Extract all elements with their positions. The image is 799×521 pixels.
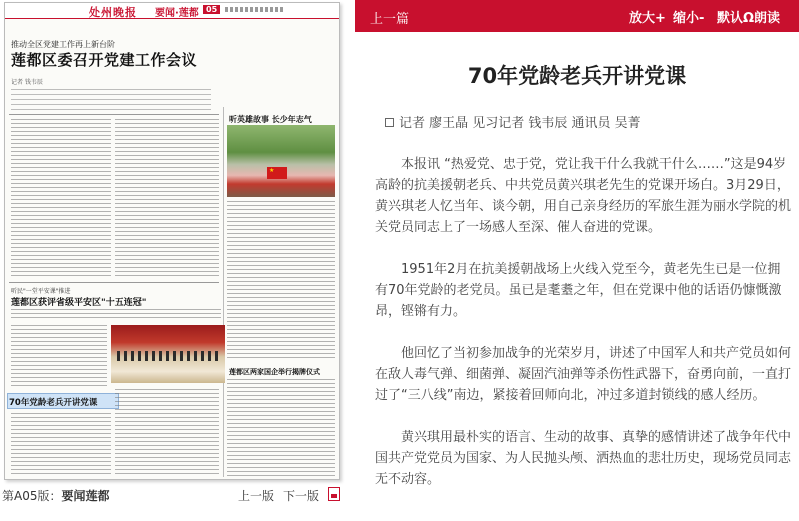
article-title: 70年党龄老兵开讲党课	[467, 64, 687, 88]
byline-text: 记者 廖王晶 见习记者 钱韦辰 通讯员 吴菁	[399, 116, 641, 131]
masthead-logo: 处州晚报	[89, 6, 137, 19]
prev-page-link[interactable]: 上一版	[238, 489, 275, 503]
article-paragraph: 他回忆了当初参加战争的光荣岁月，讲述了中国军人和共产党员如何在敌人毒气弹、细菌弹、凝固汽油弹等杀伤性武器下，奋勇向前，一直打过了“三八线”南边，紧接着回师向北，冲过多道封锁线的感人经历。	[375, 346, 792, 403]
article-byline	[385, 112, 641, 131]
meeting-people-image	[117, 351, 219, 361]
masthead	[5, 3, 339, 19]
page-label	[2, 487, 110, 504]
font-larger-button[interactable]: 放大+	[629, 11, 666, 26]
article-paragraph: 本报讯 “热爱党、忠于党，党让我干什么我就干什么……”这是94岁高龄的抗美援朝老兵、中共党员黄兴琪老先生的党课开场白。3月29日，黄兴琪老人忆当年、谈今朝，用自己亲身经历的军旅生涯为丽水学院的机关党员同志上了一场感人至深、催人奋进的党课。	[375, 157, 792, 235]
pdf-icon[interactable]	[328, 487, 340, 501]
lead-byline: 记者 钱韦辰	[11, 79, 43, 86]
students-photo	[227, 125, 335, 197]
selected-article-headline[interactable]: 70年党龄老兵开讲党课	[9, 398, 98, 408]
next-page-link[interactable]: 下一版	[283, 489, 320, 503]
checkbox-icon	[385, 118, 394, 127]
right-story-headline[interactable]: 听英雄故事 长少年志气	[229, 115, 312, 124]
flag-star-icon: ★	[269, 167, 275, 174]
right-story-text[interactable]	[227, 201, 335, 361]
second-article-text[interactable]	[11, 325, 107, 389]
lead-summary-text	[11, 89, 211, 111]
newspaper-panel	[0, 0, 355, 521]
masthead-page-number: 05	[203, 5, 220, 14]
divider	[9, 114, 219, 115]
lead-headline[interactable]: 莲都区委召开党建工作会议	[11, 51, 198, 69]
page-name: 要闻莲都	[61, 489, 110, 503]
second-kicker[interactable]: 听民"一堂平安课"推进	[11, 288, 71, 295]
highlight-article-col2[interactable]	[115, 389, 219, 477]
highlight-article-col1[interactable]	[11, 413, 111, 477]
lead-kicker[interactable]: 推动全区党建工作再上新台阶	[11, 40, 115, 49]
page-number-label: 第A05版：	[2, 489, 62, 503]
right-story-2-headline[interactable]: 莲都区两家国企举行揭牌仪式	[229, 368, 320, 376]
font-default-button[interactable]: 默认Ω	[717, 11, 755, 26]
read-aloud-button[interactable]: 朗读	[754, 11, 781, 26]
prev-article-link[interactable]: 上一篇	[370, 12, 410, 27]
second-headline[interactable]: 莲都区获评省级平安区"十五连冠"	[11, 298, 147, 308]
article-body	[375, 154, 791, 511]
article-reader	[355, 0, 799, 521]
lead-article-col2[interactable]	[115, 119, 219, 279]
article-paragraph: 1951年2月在抗美援朝战场上火线入党至今，黄老先生已是一位拥有70年党龄的老党员。虽已是耄耋之年，但在党课中他的话语仍慷慨激昂，铿锵有力。	[375, 262, 782, 319]
newspaper-page-image[interactable]	[4, 2, 340, 480]
page-footer	[2, 486, 352, 506]
reader-toolbar	[355, 0, 799, 32]
lead-article-col1[interactable]	[11, 119, 111, 279]
second-byline	[11, 309, 221, 321]
right-story-2-text[interactable]	[227, 379, 335, 477]
masthead-section: 要闻·莲都	[155, 8, 199, 19]
column-divider	[223, 107, 224, 477]
article-paragraph: 黄兴琪用最朴实的语言、生动的故事、真挚的感情讲述了战争年代中国共产党党员为国家、为人民抛头颅、洒热血的悲壮历史，现场党员同志无不动容。	[375, 430, 792, 487]
divider	[9, 282, 219, 283]
font-smaller-button[interactable]: 缩小-	[673, 11, 705, 26]
masthead-date	[225, 7, 285, 12]
